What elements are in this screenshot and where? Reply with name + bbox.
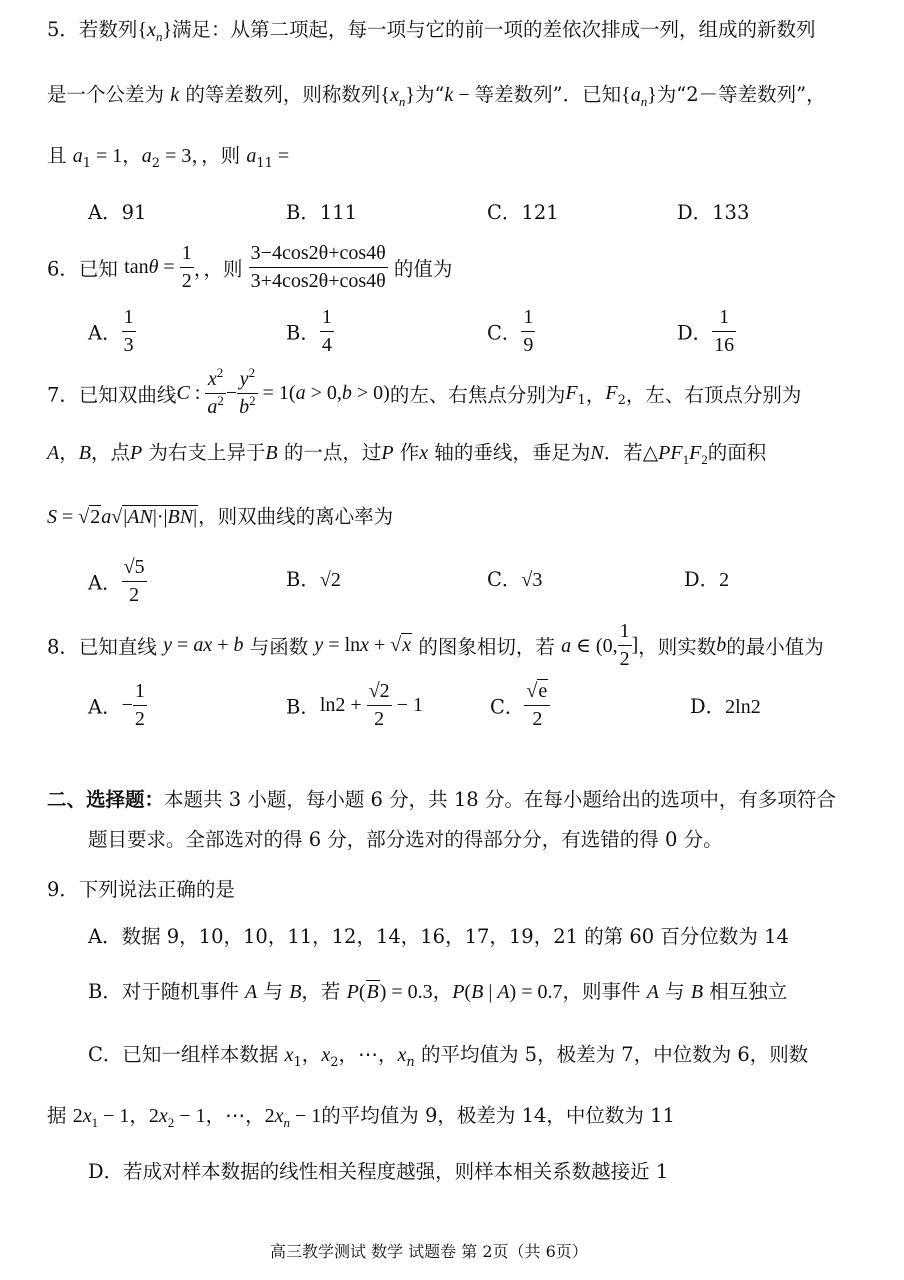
- q5-line2: 是一个公差为 k 的等差数列，则称数列$\{x_n\}$为“k − 等差数列”．已知$\{a_n\}$为“2－等差数列”，: [47, 83, 826, 109]
- q9-option-c-line2: 据 $2x_1 - 1$，$2x_2 - 1$，⋯，$2x_n - 1$的平均值为 9，极差为 14，中位数为 11: [47, 1104, 675, 1130]
- q5-option-a: A．91: [88, 201, 147, 224]
- q6-option-b: B． $\frac{1}{4}$: [286, 306, 332, 356]
- q7-option-b: B．√2: [286, 568, 341, 591]
- q6-option-c: C． $\frac{1}{9}$: [487, 306, 534, 356]
- q6-option-a: A． $\frac{1}{3}$: [88, 306, 134, 356]
- q9-option-b: B．对于随机事件 A 与 B，若 P(B) = 0.3，P(B | A) = 0.7，则事件 A 与 B 相互独立: [88, 980, 788, 1003]
- q6-stem: 6．已知 tanθ = $\frac{1}{2}$ ，，则 $\frac{3-4\cos 2\theta+\cos 4\theta}{3+4\cos 2\theta+\cos 4\theta}$ 的值为: [47, 242, 453, 292]
- q8-line1: 8．已知直线 y = ax + b 与函数 y = lnx + √x 的图象相切，若 a ∈ (0, $\frac{1}{2}$ ]，则实数b的最小值为: [47, 620, 824, 670]
- q5-line1: 5．若数列$\{x_n\}$满足：从第二项起，每一项与它的前一项的差依次排成一列，组成的新数列: [47, 18, 816, 44]
- q7-line3: S = √2a√|AN|·|BN|，则双曲线的离心率为: [47, 505, 394, 528]
- page-footer: 高三教学测试 数学 试题卷 第 2页（共 6页）: [270, 1242, 588, 1261]
- q5-option-d: D．133: [677, 201, 750, 224]
- section2-line1: 二、选择题：本题共 3 小题，每小题 6 分，共 18 分。在每小题给出的选项中，有多项符合: [47, 788, 836, 811]
- q7-option-d: D．2: [684, 568, 730, 591]
- q8-option-a: A．− $\frac{1}{2}$: [88, 680, 145, 730]
- q8-option-c: C． $\frac{√e}{2}$: [490, 680, 550, 731]
- q7-option-c: C．√3: [487, 568, 543, 591]
- q6-option-d: D． $\frac{1}{16}$: [677, 306, 735, 356]
- q7-option-a: A． $\frac{√5}{2}$: [88, 556, 145, 606]
- q5-option-c: C．121: [487, 201, 559, 224]
- q8-option-d: D．2ln2: [690, 695, 761, 718]
- section2-line2: 题目要求。全部选对的得 6 分，部分选对的得部分分，有选错的得 0 分。: [88, 828, 723, 851]
- q9-stem: 9．下列说法正确的是: [47, 878, 235, 901]
- q9-option-c-line1: C．已知一组样本数据 $x_1$，$x_2$，⋯，$x_n$ 的平均值为 5，极差为 7，中位数为 6，则数: [88, 1043, 809, 1070]
- q5-line3: 且 $a_1 = 1$，$a_2 = 3$，，则 $a_{11}$ =: [47, 144, 290, 171]
- q7-line2: A，B，点P 为右支上异于B 的一点，过P 作x 轴的垂线，垂足为N．若$\triangle PF_1F_2$的面积: [47, 441, 767, 467]
- q7-line1: 7．已知双曲线C : $\frac{x^2}{a^2}$ − $\frac{y^2}{b^2}$ = 1(a > 0,b > 0)的左、右焦点分别为$F_1$，$F_2$，左、右顶点分别为: [47, 365, 802, 418]
- q9-option-a: A．数据 9，10，10，11，12，14，16，17，19，21 的第 60 百分位数为 14: [88, 925, 789, 948]
- q9-option-d: D．若成对样本数据的线性相关程度越强，则样本相关系数越接近 1: [88, 1160, 669, 1183]
- q5-option-b: B．111: [286, 201, 358, 224]
- q8-option-b: B．ln2 + $\frac{√2}{2}$ − 1: [286, 680, 423, 730]
